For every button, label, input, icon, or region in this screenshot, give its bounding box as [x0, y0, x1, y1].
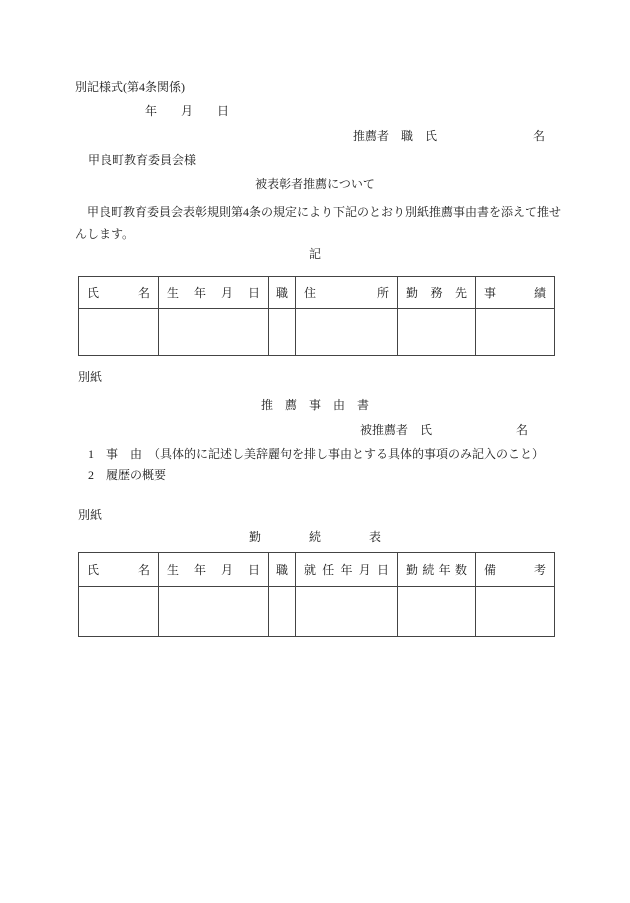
attachment-label-2: 別紙 [78, 508, 103, 522]
item-1-text: 事 由 （具体的に記述し美辞麗句を排し事由とする具体的事項のみ記入のこと） [106, 447, 545, 461]
header-years-of-service: 勤続年数 [398, 553, 476, 587]
service-record-entry-row [79, 587, 555, 637]
recommendation-table-entry-row [79, 309, 555, 356]
header-workplace: 勤務先 [398, 277, 476, 309]
cell-address [296, 309, 398, 356]
item-2-text: 履歴の概要 [106, 468, 167, 482]
cell-birthdate [159, 309, 269, 356]
cell-achievements [476, 309, 555, 356]
header-achievements: 事績 [476, 277, 555, 309]
form-style-note: 別記様式(第4条関係) [75, 80, 185, 94]
header-occupation: 職 [269, 553, 296, 587]
header-name: 氏名 [79, 553, 159, 587]
cell-name [79, 587, 159, 637]
cell-appointment-date [296, 587, 398, 637]
recommendee-name-line: 被推薦者 氏 名 [360, 423, 529, 437]
reason-item-2 [88, 468, 166, 482]
document-subject: 被表彰者推薦について [255, 177, 375, 191]
ki-label: 記 [308, 247, 321, 261]
reason-sheet-title: 推 薦 事 由 書 [260, 398, 369, 412]
cell-occupation [269, 587, 296, 637]
cell-name [79, 309, 159, 356]
header-name: 氏名 [79, 277, 159, 309]
header-remarks: 備考 [476, 553, 555, 587]
recommender-name-line: 推薦者 職 氏 名 [353, 129, 546, 143]
reason-item-1 [88, 447, 544, 461]
header-birthdate: 生年月日 [159, 553, 269, 587]
cell-remarks [476, 587, 555, 637]
date-line: 年 月 日 [145, 104, 230, 118]
header-address: 住所 [296, 277, 398, 309]
cell-occupation [269, 309, 296, 356]
attachment-label-1: 別紙 [78, 370, 103, 384]
header-birthdate: 生年月日 [159, 277, 269, 309]
header-appointment-date: 就任年月日 [296, 553, 398, 587]
item-1-number: 1 [88, 447, 94, 461]
header-occupation: 職 [269, 277, 296, 309]
cell-birthdate [159, 587, 269, 637]
cell-years-of-service [398, 587, 476, 637]
body-paragraph: 甲良町教育委員会表彰規則第4条の規定により下記のとおり別紙推薦事由書を添えて推せんします。 [75, 205, 562, 241]
service-record-table [78, 552, 555, 637]
service-record-header-row [79, 553, 555, 587]
cell-workplace [398, 309, 476, 356]
recommendation-table [78, 276, 555, 356]
addressee: 甲良町教育委員会様 [88, 153, 197, 167]
service-record-title: 勤 続 表 [248, 530, 381, 544]
item-2-number: 2 [88, 468, 94, 482]
recommendation-table-header-row [79, 277, 555, 309]
